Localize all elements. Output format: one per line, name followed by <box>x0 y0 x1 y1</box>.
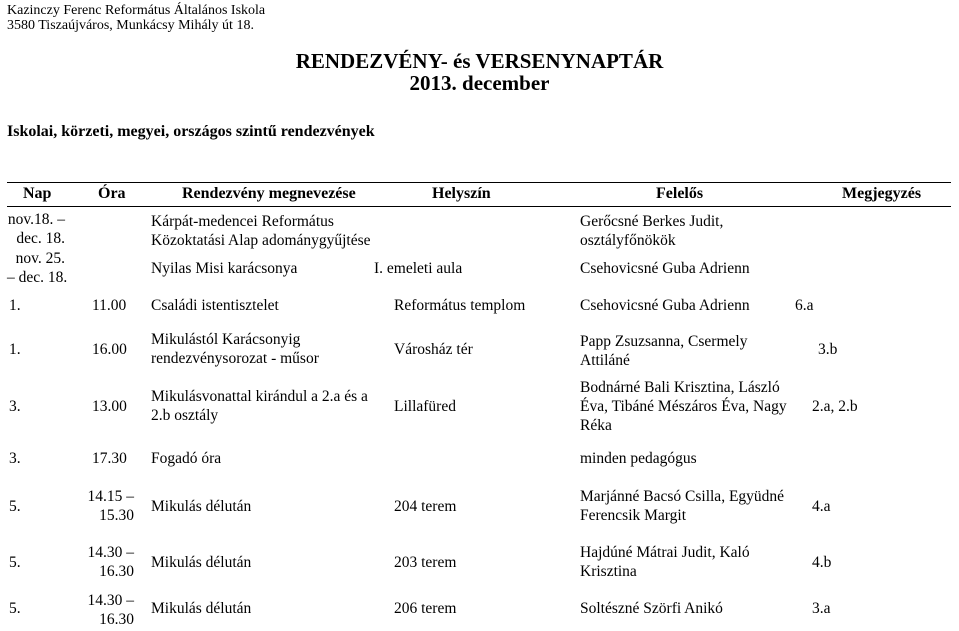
cell-ora: 14.30 – <box>87 544 134 561</box>
cell-responsible: Réka <box>580 417 612 434</box>
header-felelos: Felelős <box>656 185 704 202</box>
cell-event: Mikulástól Karácsonyig <box>151 331 301 348</box>
cell-responsible: Csehovicsné Guba Adrienn <box>580 260 750 277</box>
cell-nap: nov. 25. <box>15 250 65 267</box>
cell-event: Mikulás délután <box>151 554 252 571</box>
cell-event: Közoktatási Alap adománygyűjtése <box>151 232 371 249</box>
cell-place: 203 terem <box>394 554 457 571</box>
cell-place: Városház tér <box>394 341 473 358</box>
cell-ora: 16.30 <box>99 611 134 628</box>
cell-event: 2.b osztály <box>151 407 219 424</box>
cell-nap: 5. <box>9 498 21 515</box>
cell-nap: 5. <box>9 554 21 571</box>
cell-ora: 13.00 <box>92 398 127 415</box>
cell-ora: 14.30 – <box>87 592 134 609</box>
cell-responsible: Krisztina <box>580 563 637 580</box>
cell-place: 204 terem <box>394 498 457 515</box>
header-rendezveny: Rendezvény megnevezése <box>182 185 356 202</box>
header-ora: Óra <box>98 185 126 202</box>
cell-ora: 11.00 <box>92 297 127 314</box>
cell-event: Nyilas Misi karácsonya <box>151 260 298 277</box>
cell-responsible: Éva, Tibáné Mészáros Éva, Nagy <box>580 398 787 415</box>
cell-responsible: Hajdúné Mátrai Judit, Kaló <box>580 544 750 561</box>
cell-nap: 1. <box>9 341 21 358</box>
section-title: Iskolai, körzeti, megyei, országos szintű rendezvények <box>7 123 375 140</box>
cell-note: 6.a <box>795 297 814 314</box>
cell-nap: dec. 18. <box>16 230 65 247</box>
cell-ora: 17.30 <box>92 450 127 467</box>
cell-ora: 15.30 <box>99 507 134 524</box>
page-title: RENDEZVÉNY- és VERSENYNAPTÁR <box>295 49 664 73</box>
cell-nap: nov.18. – <box>7 211 65 228</box>
header-megjegyzes: Megjegyzés <box>842 185 922 202</box>
cell-event: rendezvénysorozat - műsor <box>151 350 319 367</box>
cell-responsible: minden pedagógus <box>580 450 697 467</box>
school-name: Kazinczy Ferenc Református Általános Iskola <box>7 3 266 18</box>
header-top-rule <box>7 182 951 183</box>
page-subtitle: 2013. december <box>409 71 550 95</box>
cell-responsible: Csehovicsné Guba Adrienn <box>580 297 750 314</box>
cell-ora: 16.30 <box>99 563 134 580</box>
cell-ora: 14.15 – <box>87 488 134 505</box>
cell-place: Lillafüred <box>394 398 456 415</box>
cell-responsible: Soltészné Szörfi Anikó <box>580 600 723 617</box>
school-address: 3580 Tiszaújváros, Munkácsy Mihály út 18. <box>7 18 254 33</box>
cell-note: 4.a <box>812 498 831 515</box>
cell-event: Kárpát-medencei Református <box>151 213 334 230</box>
cell-nap: 1. <box>9 297 21 314</box>
cell-nap: 5. <box>9 600 21 617</box>
cell-responsible: Marjánné Bacsó Csilla, Együdné <box>580 488 785 505</box>
cell-responsible: Bodnárné Bali Krisztina, László <box>580 379 780 396</box>
cell-event: Mikulás délután <box>151 600 252 617</box>
cell-event: Mikulás délután <box>151 498 252 515</box>
cell-event: Mikulásvonattal kirándul a 2.a és a <box>151 388 368 405</box>
cell-responsible: Gerőcsné Berkes Judit, <box>580 213 724 230</box>
cell-ora: 16.00 <box>92 341 127 358</box>
cell-nap: 3. <box>9 398 21 415</box>
cell-event: Családi istentisztelet <box>151 297 279 314</box>
cell-note: 2.a, 2.b <box>812 398 858 415</box>
cell-nap: – dec. 18. <box>7 269 68 286</box>
header-helyszin: Helyszín <box>432 185 491 202</box>
cell-event: Fogadó óra <box>151 450 222 467</box>
cell-place: I. emeleti aula <box>374 260 463 277</box>
cell-responsible: osztályfőnökök <box>580 232 676 249</box>
cell-note: 4.b <box>812 554 832 571</box>
cell-responsible: Attiláné <box>580 352 630 369</box>
cell-note: 3.a <box>812 600 831 617</box>
cell-responsible: Papp Zsuzsanna, Csermely <box>580 333 748 350</box>
cell-place: Református templom <box>394 297 526 314</box>
header-bottom-rule <box>7 206 951 207</box>
cell-nap: 3. <box>9 450 21 467</box>
cell-responsible: Ferencsik Margit <box>580 507 687 524</box>
cell-place: 206 terem <box>394 600 457 617</box>
header-nap: Nap <box>23 185 52 202</box>
cell-note: 3.b <box>818 341 838 358</box>
